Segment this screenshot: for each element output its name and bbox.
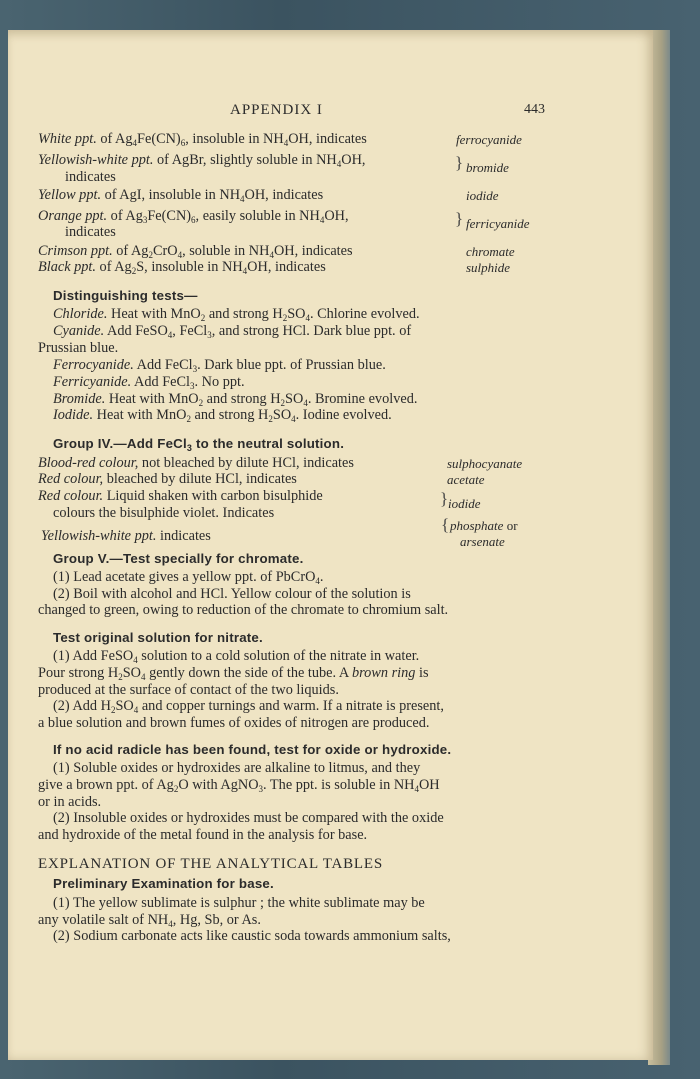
group4-line: Red colour. Liquid shaken with carbon bisulphide — [38, 488, 323, 504]
ppt-line-continued: indicates — [65, 224, 116, 240]
ppt-line: Yellow ppt. of AgI, insoluble in $NH_4OH$, indicates — [38, 187, 324, 204]
ppt-line: Crimson ppt. of $Ag_2CrO_4$, soluble in $NH_4OH$, indicates — [38, 243, 353, 260]
page-number: 443 — [524, 102, 545, 117]
test-line: Ferricyanide. Add FeCl$_3$. No ppt. — [53, 374, 245, 391]
body-line: (2) Insoluble oxides or hydroxides must be compared with the oxide — [53, 810, 444, 826]
body-line: any volatile salt of $NH_4$, Hg, Sb, or As. — [38, 912, 261, 929]
book-page — [8, 30, 653, 1060]
section-heading: Preliminary Examination for base. — [53, 876, 274, 891]
result-label: iodide — [448, 496, 481, 511]
result-label: ferrocyanide — [456, 132, 522, 147]
result-label: bromide — [466, 160, 509, 175]
result-label: phosphate or — [450, 518, 518, 533]
brace: } — [455, 153, 464, 172]
test-line: Bromide. Heat with MnO$_2$ and strong $H_2SO_4$. Bromine evolved. — [53, 391, 418, 408]
chapter-heading: EXPLANATION OF THE ANALYTICAL TABLES — [38, 856, 383, 872]
ppt-line-continued: indicates — [65, 169, 116, 185]
test-line: Iodide. Heat with MnO$_2$ and strong $H_2SO_4$. Iodine evolved. — [53, 407, 392, 424]
group4-line: Blood-red colour, not bleached by dilute HCl, indicates — [38, 455, 354, 471]
body-line: produced at the surface of contact of the two liquids. — [38, 682, 339, 698]
section-heading: If no acid radicle has been found, test for oxide or hydroxide. — [53, 742, 452, 757]
brace: } — [440, 489, 449, 508]
section-heading: Group IV.—Add FeCl$_3$ to the neutral solution. — [53, 436, 345, 453]
body-line: (2) Sodium carbonate acts like caustic soda towards ammonium salts, — [53, 928, 451, 944]
brace: } — [455, 209, 464, 228]
body-line: (1) Lead acetate gives a yellow ppt. of PbCrO$_4$. — [53, 569, 324, 586]
test-line: Cyanide. Add FeSO$_4$, FeCl$_3$, and strong HCl. Dark blue ppt. of — [53, 323, 412, 340]
body-line: (1) The yellow sublimate is sulphur ; the white sublimate may be — [53, 895, 425, 911]
test-line: Chloride. Heat with MnO$_2$ and strong $H_2SO_4$. Chlorine evolved. — [53, 306, 420, 323]
result-label: acetate — [447, 472, 485, 487]
brace: { — [441, 515, 450, 534]
group4-line: Yellowish-white ppt. indicates — [41, 528, 211, 544]
group4-line-continued: colours the bisulphide violet. Indicates — [53, 505, 275, 521]
body-line: (1) Soluble oxides or hydroxides are alkaline to litmus, and they — [53, 760, 421, 776]
section-heading: Distinguishing tests— — [53, 288, 198, 303]
body-line: (2) Add $H_2SO_4$ and copper turnings and warm. If a nitrate is present, — [53, 698, 444, 715]
group4-line: Red colour, bleached by dilute HCl, indicates — [38, 471, 297, 487]
test-line: Ferrocyanide. Add FeCl$_3$. Dark blue ppt. of Prussian blue. — [53, 357, 386, 374]
body-line: (1) Add FeSO$_4$ solution to a cold solution of the nitrate in water. — [53, 648, 420, 665]
section-heading: Test original solution for nitrate. — [53, 630, 263, 645]
ppt-line: Black ppt. of $Ag_2S$, insoluble in $NH_4OH$, indicates — [38, 259, 326, 276]
body-line: give a brown ppt. of $Ag_2O$ with AgNO$_3$. The ppt. is soluble in $NH_4OH$ — [38, 777, 440, 794]
result-label: arsenate — [460, 534, 505, 549]
ppt-line: White ppt. of $Ag_4Fe(CN)_6$, insoluble in $NH_4OH$, indicates — [38, 131, 367, 148]
result-label: chromate — [466, 244, 515, 259]
body-line: and hydroxide of the metal found in the analysis for base. — [38, 827, 368, 843]
body-line: changed to green, owing to reduction of the chromate to chromium salt. — [38, 602, 449, 618]
running-header: APPENDIX I — [230, 102, 323, 118]
ppt-line: Yellowish-white ppt. of AgBr, slightly soluble in $NH_4OH$, — [38, 152, 366, 169]
body-line: Pour strong $H_2SO_4$ gently down the side of the tube. A brown ring is — [38, 665, 429, 682]
section-heading: Group V.—Test specially for chromate. — [53, 551, 304, 566]
test-line-continued: Prussian blue. — [38, 340, 119, 356]
result-label: sulphocyanate — [447, 456, 523, 471]
result-label: sulphide — [466, 260, 511, 275]
body-line: or in acids. — [38, 794, 102, 810]
body-line: a blue solution and brown fumes of oxides of nitrogen are produced. — [38, 715, 430, 731]
result-label: ferricyanide — [466, 216, 530, 231]
result-label: iodide — [466, 188, 499, 203]
ppt-line: Orange ppt. of $Ag_3Fe(CN)_6$, easily soluble in $NH_4OH$, — [38, 208, 349, 225]
body-line: (2) Boil with alcohol and HCl. Yellow colour of the solution is — [53, 586, 411, 602]
